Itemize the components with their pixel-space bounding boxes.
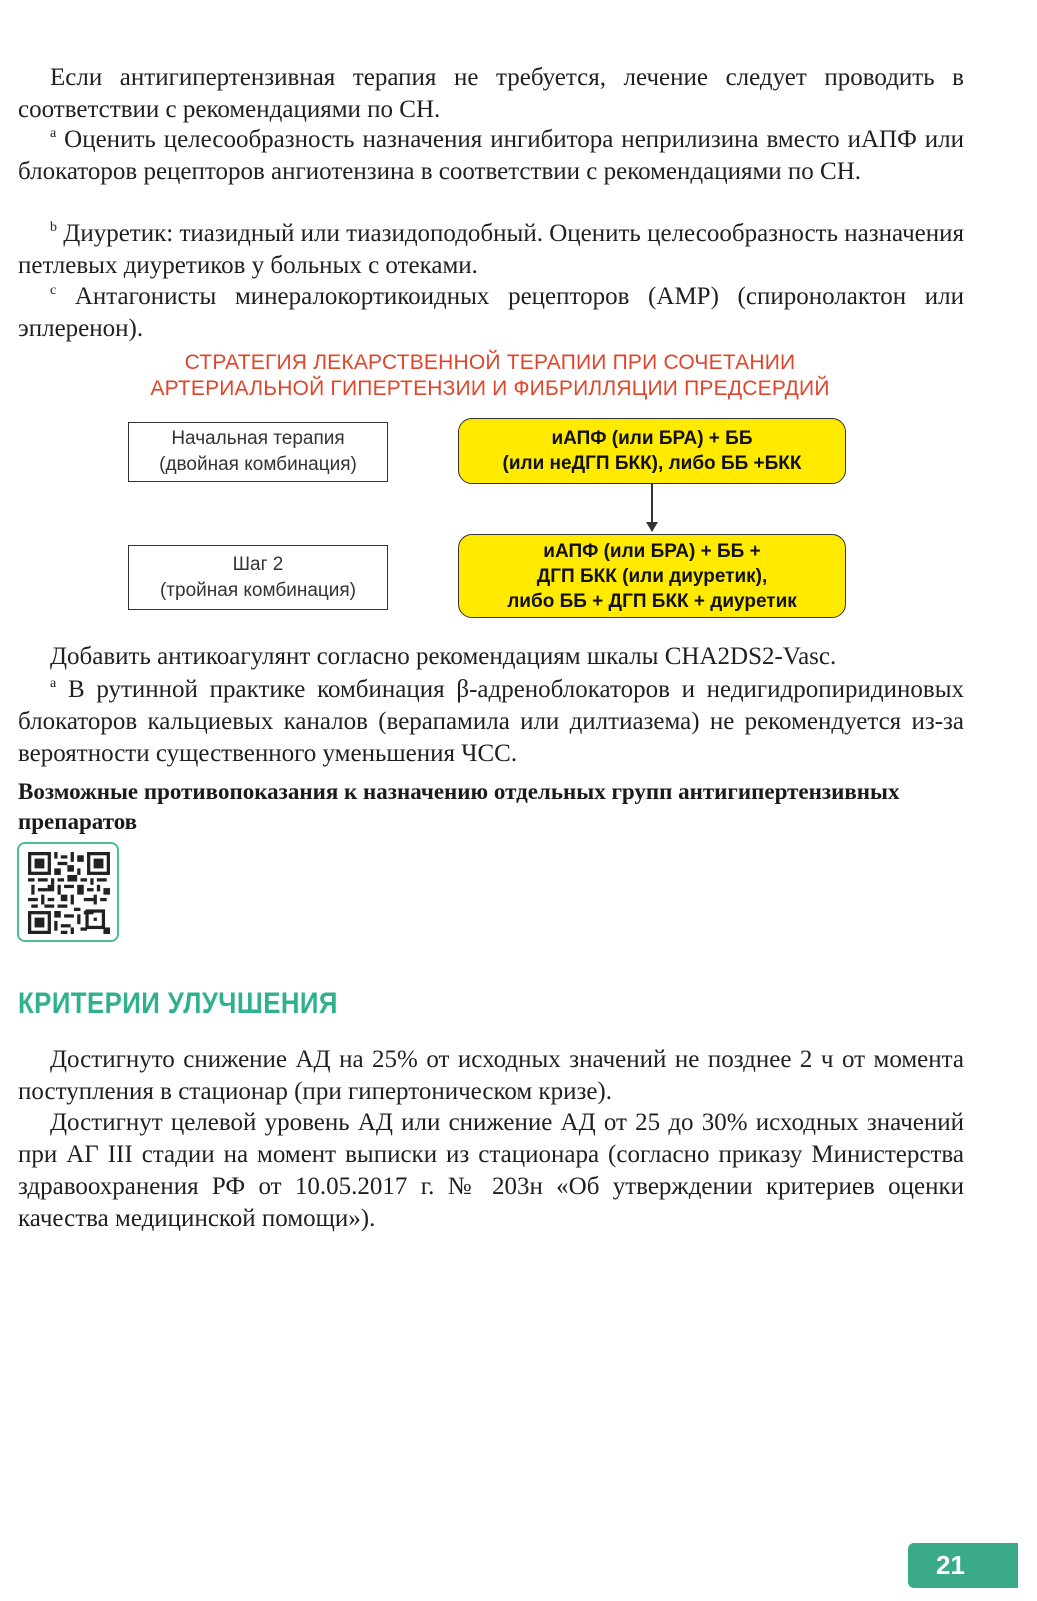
paragraph-criteria-2: Достигнут целевой уровень АД или снижение АД от 25 до 30% исходных значений при АГ III стадии на момент выписки из стационара (согласно приказу Министерства здравоохранения РФ от 10.05.2017 г. № 203н «Об утверждении критериев оценки качества медицинской помощи»). bbox=[18, 1109, 964, 1232]
qr-code-icon bbox=[28, 852, 110, 934]
arrow-down-icon bbox=[646, 522, 658, 532]
paragraph-anticoagulant: Добавить антикоагулянт согласно рекомендациям шкалы CHA2DS2-Vasc. bbox=[50, 643, 837, 670]
footnote-b: $^b$ Диуретик: тиазидный или тиазидоподобный. Оценить целесообразность назначения петлевых диуретиков у больных с отеками. bbox=[18, 220, 964, 279]
flow-arrow-line bbox=[651, 484, 653, 524]
step1-therapy-box: иАПФ (или БРА) + ББ (или неДГП БКК), либо ББ +БКК bbox=[458, 418, 846, 484]
footnote-marker: a bbox=[50, 676, 57, 691]
qr-code[interactable] bbox=[17, 842, 119, 942]
diagram-title: СТРАТЕГИЯ ЛЕКАРСТВЕННОЙ ТЕРАПИИ ПРИ СОЧЕТАНИИ АРТЕРИАЛЬНОЙ ГИПЕРТЕНЗИИ И ФИБРИЛЛЯЦИИ ПРЕДСЕРДИЙ bbox=[150, 351, 830, 400]
step2-therapy-box: иАПФ (или БРА) + ББ + ДГП БКК (или диуретик), либо ББ + ДГП БКК + диуретик bbox=[458, 534, 846, 618]
footnote-marker: c bbox=[50, 283, 57, 298]
paragraph-no-antihypertensive: Если антигипертензивная терапия не требуется, лечение следует проводить в соответствии с рекомендациями по СН. bbox=[18, 64, 964, 123]
contraindications-heading: Возможные противопоказания к назначению отдельных групп антигипертензивных препаратов bbox=[18, 779, 900, 834]
paragraph-criteria-1: Достигнуто снижение АД на 25% от исходных значений не позднее 2 ч от момента поступления в стационар (при гипертоническом кризе). bbox=[18, 1046, 964, 1105]
footnote-marker: a bbox=[50, 126, 57, 141]
step1-label-box: Начальная терапия (двойная комбинация) bbox=[128, 422, 388, 482]
footnote-a-beta-blockers: $^a$ В рутинной практике комбинация β-адреноблокаторов и недигидропиридиновых блокаторов кальциевых каналов (верапамила или дилтиазема) не рекомендуется из-за вероятности существенного уменьшения ЧСС. bbox=[18, 676, 964, 767]
footnote-c: $^c$ Антагонисты минералокортикоидных рецепторов (АМР) (спиронолактон или эплеренон). bbox=[18, 283, 964, 342]
footnote-a: $^a$ Оценить целесообразность назначения ингибитора неприлизина вместо иАПФ или блокаторов рецепторов ангиотензина в соответствии с рекомендациями по СН. bbox=[18, 126, 965, 185]
footnote-marker: b bbox=[50, 220, 57, 235]
section-title-improvement-criteria: КРИТЕРИИ УЛУЧШЕНИЯ bbox=[18, 987, 338, 1020]
step2-label-box: Шаг 2 (тройная комбинация) bbox=[128, 545, 388, 610]
page-number: 21 bbox=[908, 1543, 1018, 1588]
